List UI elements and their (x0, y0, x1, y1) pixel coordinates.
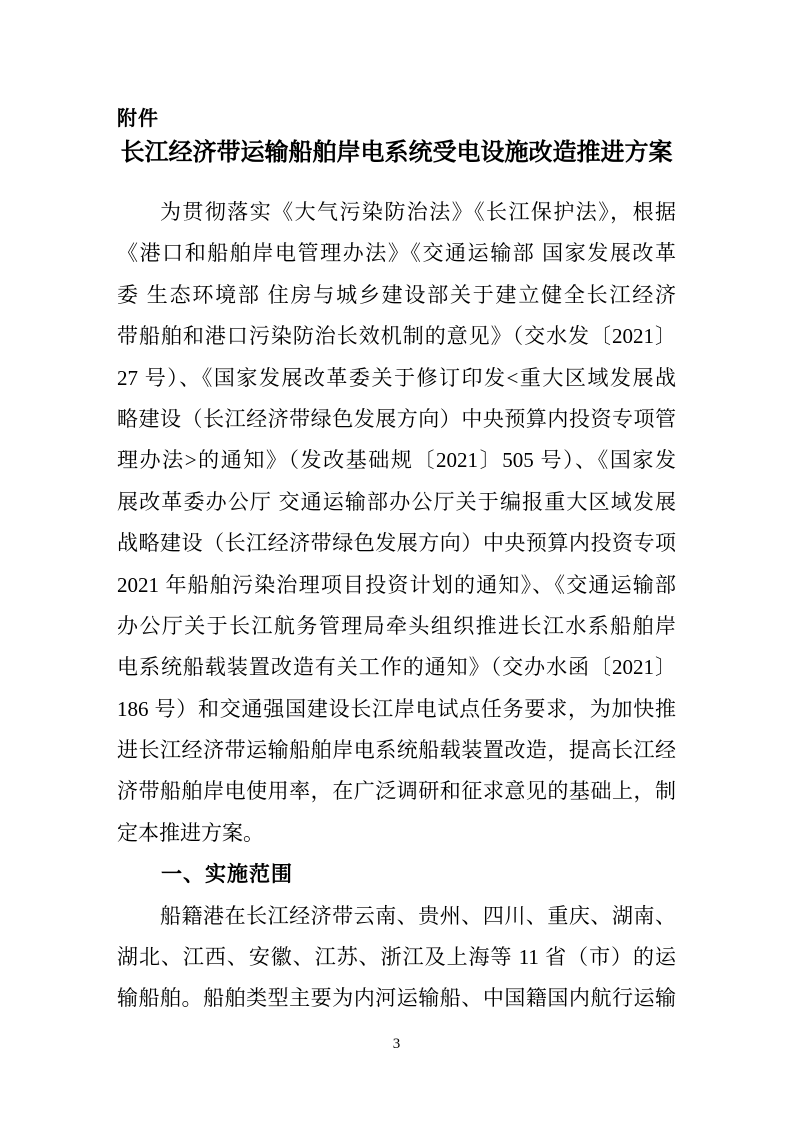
body-text-line: 2021 年船舶污染治理项目投资计划的通知》、《交通运输部 (117, 572, 676, 597)
body-text-line: 186 号）和交通强国建设长江岸电试点任务要求，为加快推 (117, 696, 676, 721)
body-text-line: 理办法>的通知》（发改基础规〔2021〕505 号）、《国家发 (117, 448, 676, 473)
body-text-line: 展改革委办公厅 交通运输部办公厅关于编报重大区域发展 (117, 489, 676, 514)
body-text-line: 济带船舶岸电使用率，在广泛调研和征求意见的基础上，制 (117, 779, 676, 804)
body-text-line: 为贯彻落实《大气污染防治法》《长江保护法》，根据 (160, 200, 676, 224)
body-text-line: 27 号）、《国家发展改革委关于修订印发<重大区域发展战 (117, 365, 676, 390)
page-number: 3 (392, 1036, 401, 1052)
body-text-line: 委 生态环境部 住房与城乡建设部关于建立健全长江经济 (117, 282, 676, 307)
body-text-line: 略建设（长江经济带绿色发展方向）中央预算内投资专项管 (117, 406, 676, 431)
body-text-line: 进长江经济带运输船舶岸电系统船载装置改造，提高长江经 (117, 738, 676, 763)
document-title: 长江经济带运输船舶岸电系统受电设施改造推进方案 (120, 140, 673, 166)
body-text-line: 电系统船载装置改造有关工作的通知》（交办水函〔2021〕 (117, 655, 676, 680)
body-text-line: 办公厅关于长江航务管理局牵头组织推进长江水系船舶岸 (117, 613, 676, 638)
body-text-line: 带船舶和港口污染防治长效机制的意见》（交水发〔2021〕 (117, 324, 676, 349)
body-text-line: 战略建设（长江经济带绿色发展方向）中央预算内投资专项 (117, 531, 676, 556)
body-text-line: 定本推进方案。 (117, 820, 264, 845)
body-text-line: 湖北、江西、安徽、江苏、浙江及上海等 11 省（市）的运 (117, 945, 676, 970)
body-text-line: 船籍港在长江经济带云南、贵州、四川、重庆、湖南、 (160, 903, 676, 928)
document-body (117, 192, 676, 1020)
body-text-line: 输船舶。船舶类型主要为内河运输船、中国籍国内航行运输 (117, 986, 676, 1011)
attachment-label: 附件 (117, 108, 159, 130)
body-text-line: 《港口和船舶岸电管理办法》《交通运输部 国家发展改革 (117, 241, 676, 266)
section-heading-implementation-scope: 一、实施范围 (161, 863, 293, 887)
